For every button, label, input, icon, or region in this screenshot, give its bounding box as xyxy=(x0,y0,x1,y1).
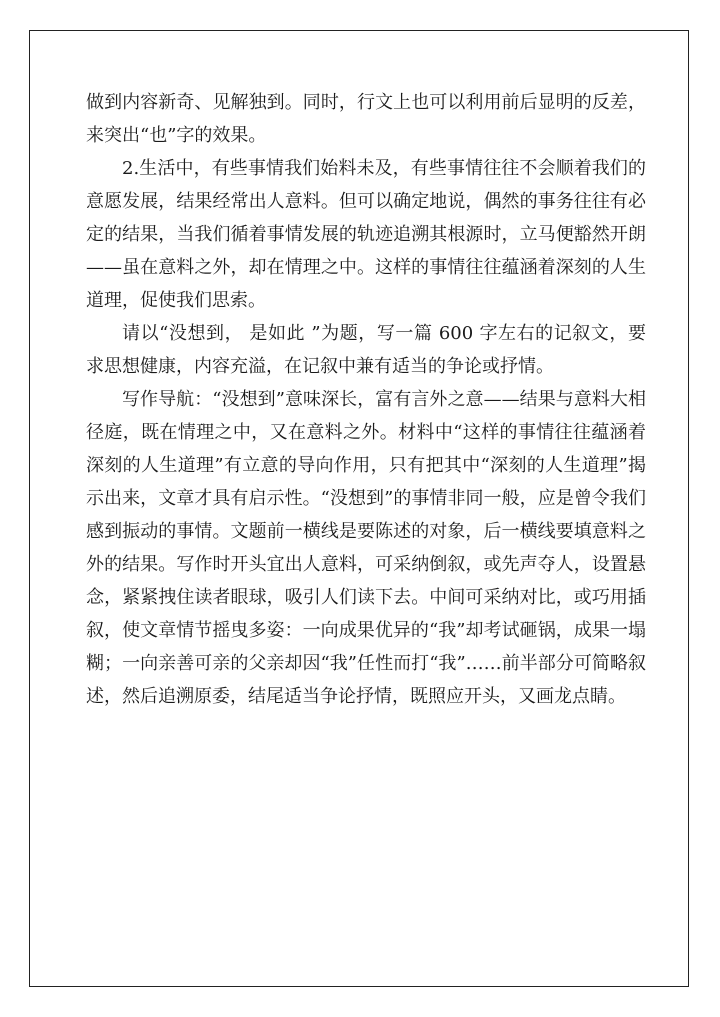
document-body xyxy=(86,86,646,713)
paragraph-writing-guide: 写作导航：“没想到”意味深长，富有言外之意——结果与意料大相径庭，既在情理之中，又在意料之外。材料中“这样的事情往往蕴涵着深刻的人生道理”有立意的导向作用，只有把其中“深刻的人生道理”揭示出来，文章才具有启示性。“没想到”的事情非同一般，应是曾令我们感到振动的事情。文题前一横线是要陈述的对象，后一横线要填意料之外的结果。写作时开头宜出人意料，可采纳倒叙，或先声夺人，设置悬念，紧紧拽住读者眼球，吸引人们读下去。中间可采纳对比，或巧用插叙，使文章情节摇曳多姿：一向成果优异的“我”却考试砸锅，成果一塌糊；一向亲善可亲的父亲却因“我”任性而打“我”……前半部分可简略叙述，然后追溯原委，结尾适当争论抒情，既照应开头，又画龙点睛。 xyxy=(86,389,646,707)
paragraph-prompt: 请以“没想到， 是如此 ”为题，写一篇 600 字左右的记叙文，要求思想健康，内容充溢，在记叙中兼有适当的争论或抒情。 xyxy=(86,323,646,377)
paragraph-item-2: 2.生活中，有些事情我们始料未及，有些事情往往不会顺着我们的意愿发展，结果经常出人意料。但可以确定地说，偶然的事务往往有必定的结果，当我们循着事情发展的轨迹追溯其根源时，立马便豁然开朗——虽在意料之外，却在情理之中。这样的事情往往蕴涵着深刻的人生道理，促使我们思索。 xyxy=(86,158,646,311)
paragraph-continuation: 做到内容新奇、见解独到。同时，行文上也可以利用前后显明的反差，来突出“也”字的效果。 xyxy=(86,92,646,146)
